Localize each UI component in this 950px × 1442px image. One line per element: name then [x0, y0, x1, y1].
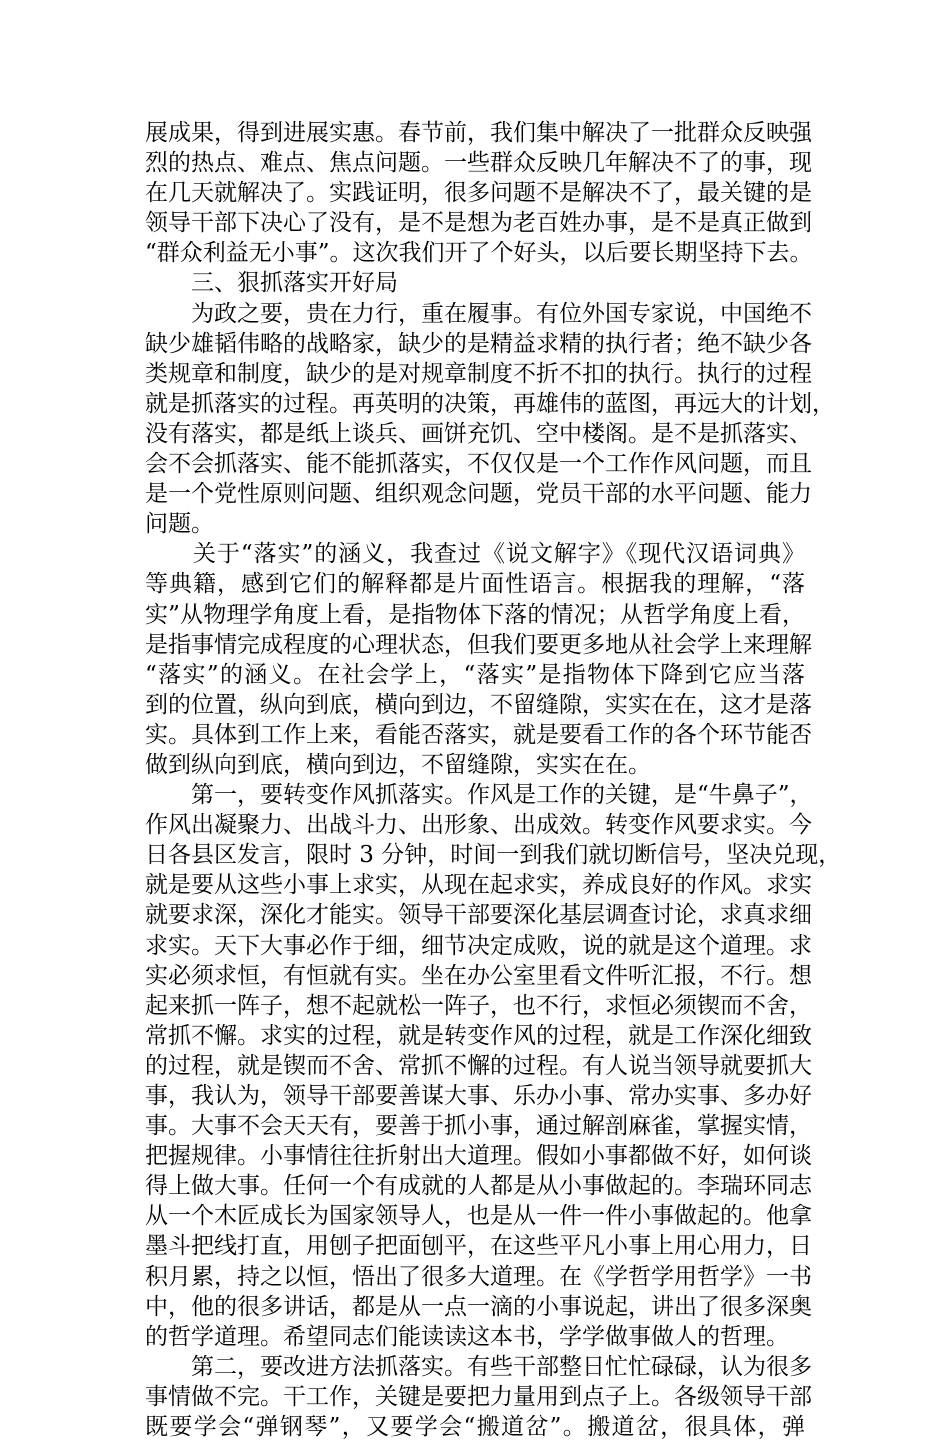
- text-line: 的哲学道理。希望同志们能读读这本书，学学做事做人的哲理。: [145, 1323, 789, 1350]
- text-line: 得上做大事。任何一个有成就的人都是从小事做起的。李瑞环同志: [145, 1173, 812, 1200]
- text-line: 类规章和制度，缺少的是对规章制度不折不扣的执行。执行的过程: [145, 360, 812, 387]
- text-line: 第二，要改进方法抓落实。有些干部整日忙忙碌碌，认为很多: [145, 1353, 812, 1380]
- text-line: 实”从物理学角度上看，是指物体下落的情况；从哲学角度上看，: [145, 601, 805, 628]
- text-line: 常抓不懈。求实的过程，就是转变作风的过程，就是工作深化细致: [145, 1022, 812, 1049]
- text-line: 缺少雄韬伟略的战略家，缺少的是精益求精的执行者；绝不缺少各: [145, 330, 812, 357]
- text-line: 既要学会“弹钢琴”，又要学会“搬道岔”。搬道岔，很具体，弹: [145, 1414, 805, 1441]
- text-line: 事。大事不会天天有，要善于抓小事，通过解剖麻雀，掌握实情，: [145, 1113, 812, 1140]
- text-line: 展成果，得到进展实惠。春节前，我们集中解决了一批群众反映强: [145, 120, 812, 146]
- text-line: 没有落实，都是纸上谈兵、画饼充饥、空中楼阁。是不是抓落实、: [145, 420, 812, 447]
- text-line: 把握规律。小事情往往折射出大道理。假如小事都做不好，如何谈: [145, 1143, 812, 1170]
- text-line: 中，他的很多讲话，都是从一点一滴的小事说起，讲出了很多深奥: [145, 1293, 812, 1320]
- text-line: 烈的热点、难点、焦点问题。一些群众反映几年解决不了的事，现: [145, 150, 812, 177]
- section-heading: 三、狠抓落实开好局: [145, 270, 398, 297]
- text-line: 做到纵向到底，横向到边，不留缝隙，实实在在。: [145, 751, 651, 778]
- text-line: 墨斗把线打直，用刨子把面刨平，在这些平凡小事上用心用力，日: [145, 1233, 812, 1260]
- text-line: 在几天就解决了。实践证明，很多问题不是解决不了，最关键的是: [145, 180, 812, 207]
- text-line: 积月累，持之以恒，悟出了很多大道理。在《学哲学用哲学》一书: [145, 1263, 812, 1290]
- text-line: 问题。: [145, 511, 214, 538]
- text-line: 就是要从这些小事上求实，从现在起求实，养成良好的作风。求实: [145, 872, 812, 899]
- text-line: 就要求深，深化才能实。领导干部要深化基层调查讨论，求真求细: [145, 902, 812, 929]
- text-line: 求实。天下大事必作于细，细节决定成败，说的就是这个道理。求: [145, 932, 812, 959]
- text-line: 就是抓落实的过程。再英明的决策，再雄伟的蓝图，再远大的计划，: [145, 390, 835, 417]
- text-line: “落实”的涵义。在社会学上，“落实”是指物体下降到它应当落: [145, 661, 805, 688]
- document-page: [145, 118, 842, 1442]
- text-line: 实必须求恒，有恒就有实。坐在办公室里看文件听汇报，不行。想: [145, 962, 812, 989]
- text-line: 领导干部下决心了没有，是不是想为老百姓办事，是不是真正做到: [145, 210, 812, 237]
- text-line: 从一个木匠成长为国家领导人，也是从一件一件小事做起的。他拿: [145, 1203, 812, 1230]
- text-line: 日各县区发言，限时 3 分钟，时间一到我们就切断信号，坚决兑现，: [145, 842, 842, 869]
- text-line: “群众利益无小事”。这次我们开了个好头，以后要长期坚持下去。: [145, 240, 813, 267]
- text-line: 起来抓一阵子，想不起就松一阵子，也不行，求恒必须锲而不舍，: [145, 992, 812, 1019]
- text-line: 是指事情完成程度的心理状态，但我们要更多地从社会学上来理解: [145, 631, 812, 658]
- text-line: 等典籍，感到它们的解释都是片面性语言。根据我的理解，“落: [145, 571, 805, 598]
- text-line: 作风出凝聚力、出战斗力、出形象、出成效。转变作风要求实。今: [145, 812, 812, 839]
- text-line: 到的位置，纵向到底，横向到边，不留缝隙，实实在在，这才是落: [145, 691, 812, 718]
- text-line: 的过程，就是锲而不舍、常抓不懈的过程。有人说当领导就要抓大: [145, 1052, 812, 1079]
- text-line: 第一，要转变作风抓落实。作风是工作的关键，是“牛鼻子”，: [145, 782, 813, 809]
- text-line: 关于“落实”的涵义，我查过《说文解字》《现代汉语词典》: [145, 541, 805, 568]
- text-line: 事情做不完。干工作，关键是要把力量用到点子上。各级领导干部: [145, 1383, 812, 1410]
- text-line: 实。具体到工作上来，看能否落实，就是要看工作的各个环节能否: [145, 721, 812, 748]
- text-line: 是一个党性原则问题、组织观念问题，党员干部的水平问题、能力: [145, 481, 812, 508]
- text-line: 会不会抓落实、能不能抓落实，不仅仅是一个工作作风问题，而且: [145, 451, 812, 478]
- text-line: 为政之要，贵在力行，重在履事。有位外国专家说，中国绝不: [145, 300, 812, 327]
- text-line: 事，我认为，领导干部要善谋大事、乐办小事、常办实事、多办好: [145, 1083, 812, 1109]
